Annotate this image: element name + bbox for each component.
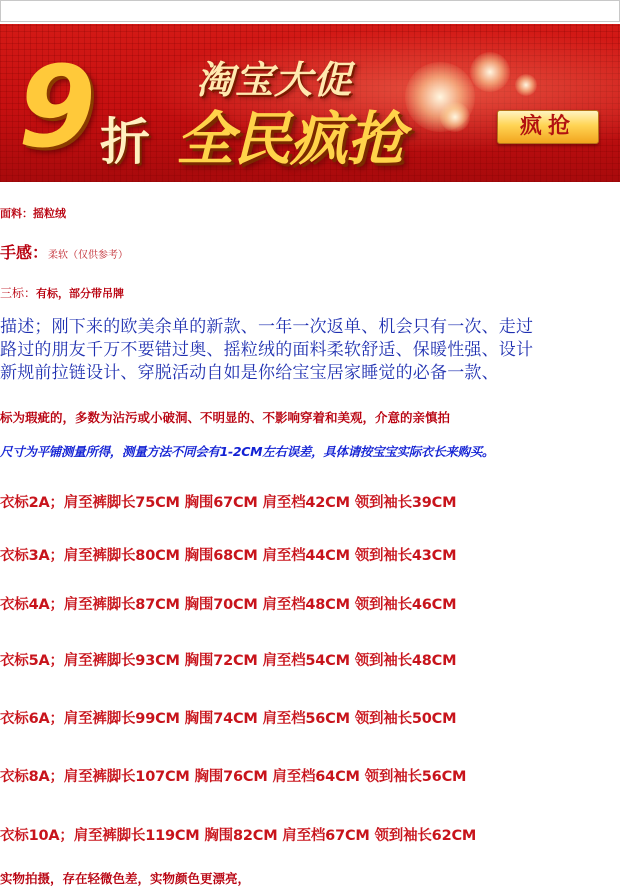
size-row-4a: 衣标4A；肩至裤脚长87CM 胸围70CM 肩至档48CM 领到袖长46CM xyxy=(0,597,457,613)
sparkle-icon xyxy=(470,52,510,92)
description-line: 新规前拉链设计、穿脱活动自如是你给宝宝居家睡觉的必备一款、 xyxy=(0,363,499,383)
defect-note: 标为瑕疵的，多数为沾污或小破洞、不明显的、不影响穿着和美观，介意的亲慎拍 xyxy=(0,410,451,425)
fabric-label: 面料： xyxy=(0,207,33,220)
size-row-10a: 衣标10A；肩至裤脚长119CM 胸围82CM 肩至档67CM 领到袖长62CM xyxy=(0,828,477,844)
description-line: 路过的朋友千万不要错过奥、摇粒绒的面料柔软舒适、保暖性强、设计 xyxy=(0,340,534,360)
tag-value: 有标，部分带吊牌 xyxy=(36,287,125,300)
tag-label: 三标： xyxy=(0,286,37,300)
fabric-row xyxy=(0,205,66,221)
promo-headline-top: 淘宝大促 xyxy=(196,58,353,102)
promo-headline-main: 全民疯抢 xyxy=(176,105,405,173)
sparkle-icon xyxy=(440,102,470,132)
discount-number: 9 xyxy=(18,43,92,173)
top-bar xyxy=(0,0,620,22)
footer-note: 实物拍摄，存在轻微色差，实物颜色更漂亮， xyxy=(0,871,251,886)
size-row-6a: 衣标6A；肩至裤脚长99CM 胸围74CM 肩至档56CM 领到袖长50CM xyxy=(0,711,457,727)
rush-buy-button[interactable]: 疯抢 xyxy=(497,110,599,144)
promo-banner xyxy=(0,24,620,182)
product-description xyxy=(0,316,620,385)
size-row-8a: 衣标8A；肩至裤脚长107CM 胸围76CM 肩至档64CM 领到袖长56CM xyxy=(0,769,467,785)
size-row-5a: 衣标5A；肩至裤脚长93CM 胸围72CM 肩至档54CM 领到袖长48CM xyxy=(0,653,457,669)
discount-unit: 折 xyxy=(100,113,150,171)
feel-label: 手感： xyxy=(0,243,49,262)
size-row-2a: 衣标2A；肩至裤脚长75CM 胸围67CM 肩至档42CM 领到袖长39CM xyxy=(0,495,457,511)
fabric-value: 摇粒绒 xyxy=(33,207,66,220)
description-line: 描述；刚下来的欧美余单的新款、一年一次返单、机会只有一次、走过 xyxy=(0,317,534,337)
measurement-note: 尺寸为平铺测量所得，测量方法不同会有1-2CM左右误差，具体请按宝宝实际衣长来购买。 xyxy=(0,444,495,459)
tag-row xyxy=(0,284,124,301)
feel-row xyxy=(0,240,128,263)
size-row-3a: 衣标3A；肩至裤脚长80CM 胸围68CM 肩至档44CM 领到袖长43CM xyxy=(0,548,457,564)
sparkle-icon xyxy=(515,74,537,96)
feel-value: 柔软（仅供参考） xyxy=(48,250,129,261)
